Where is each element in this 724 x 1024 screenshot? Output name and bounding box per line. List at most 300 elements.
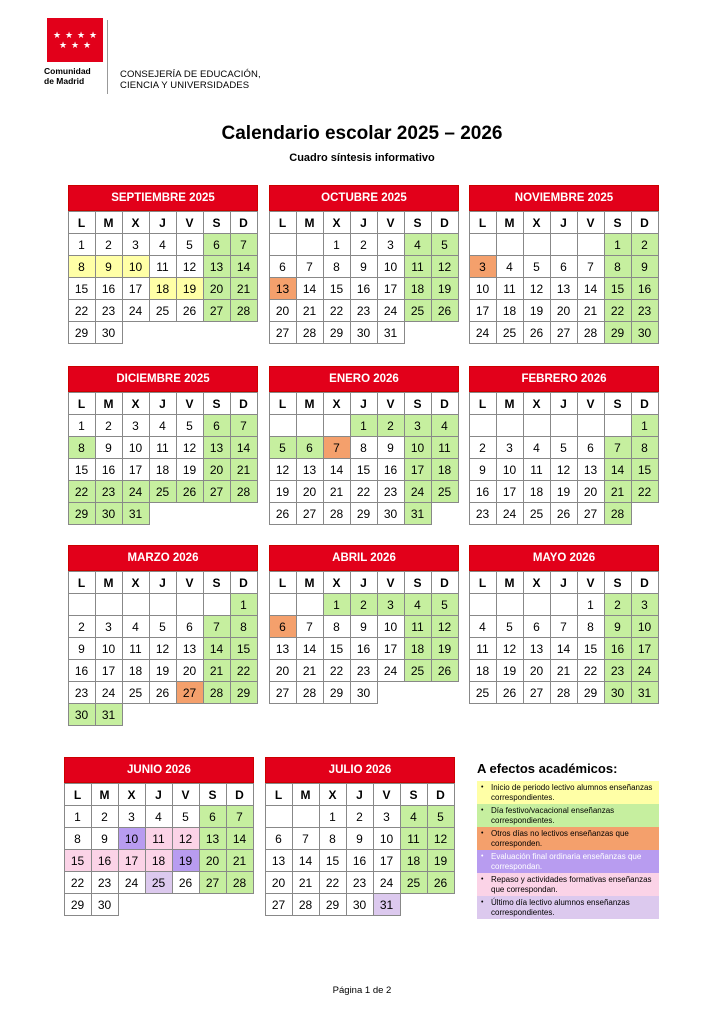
- day-cell: 27: [203, 480, 231, 503]
- day-cell: 15: [68, 458, 96, 481]
- month-days-grid: [265, 783, 454, 916]
- bullet-icon: •: [481, 784, 484, 791]
- day-cell: 9: [469, 458, 497, 481]
- day-cell: 28: [550, 681, 578, 704]
- empty-cell: [377, 681, 404, 704]
- day-cell: 12: [523, 277, 551, 300]
- month-calendar: [469, 185, 659, 343]
- month-calendar: [64, 757, 254, 916]
- empty-cell: [149, 321, 176, 344]
- day-cell: 19: [496, 659, 524, 682]
- day-cell: 31: [377, 321, 405, 344]
- bullet-icon: •: [481, 830, 484, 837]
- day-cell: 22: [64, 871, 92, 894]
- day-cell: 14: [230, 436, 258, 459]
- weekday-header: V: [176, 571, 204, 594]
- day-cell: 10: [631, 615, 659, 638]
- day-cell: 22: [350, 480, 378, 503]
- day-cell: 13: [523, 637, 551, 660]
- day-cell: 16: [631, 277, 659, 300]
- day-cell: 14: [550, 637, 578, 660]
- day-cell: 4: [404, 233, 432, 256]
- weekday-header: D: [230, 571, 258, 594]
- day-cell: 6: [523, 615, 551, 638]
- blank-day-cell: [296, 414, 324, 437]
- day-cell: 14: [292, 849, 320, 872]
- day-cell: 16: [604, 637, 632, 660]
- day-cell: 7: [323, 436, 351, 459]
- day-cell: 28: [226, 871, 254, 894]
- day-cell: 18: [145, 849, 173, 872]
- day-cell: 11: [149, 436, 177, 459]
- legend-item-text: Inicio de periodo lectivo alumnos enseñanzas correspondientes.: [491, 783, 653, 802]
- blank-day-cell: [550, 414, 578, 437]
- day-cell: 28: [577, 321, 605, 344]
- month-calendar: [265, 757, 455, 916]
- day-cell: 20: [523, 659, 551, 682]
- day-cell: 12: [149, 637, 177, 660]
- day-cell: 12: [172, 827, 200, 850]
- month-days-grid: [68, 571, 257, 726]
- day-cell: 7: [604, 436, 632, 459]
- legend-item: [477, 896, 659, 919]
- day-cell: 4: [149, 233, 177, 256]
- weekday-header: L: [469, 211, 497, 234]
- day-cell: 24: [118, 871, 146, 894]
- day-cell: 30: [91, 893, 119, 916]
- weekday-header: M: [496, 392, 524, 415]
- day-cell: 24: [377, 299, 405, 322]
- day-cell: 2: [91, 805, 119, 828]
- day-cell: 15: [323, 637, 351, 660]
- day-cell: 5: [176, 233, 204, 256]
- day-cell: 24: [404, 480, 432, 503]
- day-cell: 17: [373, 849, 401, 872]
- blank-day-cell: [95, 593, 123, 616]
- weekday-header: J: [149, 211, 177, 234]
- day-cell: 8: [631, 436, 659, 459]
- day-cell: 28: [203, 681, 231, 704]
- day-cell: 27: [523, 681, 551, 704]
- weekday-header: V: [172, 783, 200, 806]
- day-cell: 4: [400, 805, 428, 828]
- day-cell: 16: [469, 480, 497, 503]
- day-cell: 21: [226, 849, 254, 872]
- empty-cell: [404, 321, 431, 344]
- day-cell: 23: [95, 480, 123, 503]
- day-cell: 7: [230, 233, 258, 256]
- blank-day-cell: [496, 233, 524, 256]
- day-cell: 8: [323, 255, 351, 278]
- day-cell: 6: [577, 436, 605, 459]
- day-cell: 27: [269, 681, 297, 704]
- day-cell: 12: [427, 827, 455, 850]
- day-cell: 18: [400, 849, 428, 872]
- month-title: NOVIEMBRE 2025: [469, 185, 659, 211]
- day-cell: 10: [377, 255, 405, 278]
- day-cell: 30: [604, 681, 632, 704]
- legend-item: [477, 873, 659, 896]
- day-cell: 1: [604, 233, 632, 256]
- day-cell: 25: [496, 321, 524, 344]
- empty-cell: [172, 893, 199, 916]
- month-calendar: [68, 366, 258, 525]
- day-cell: 5: [523, 255, 551, 278]
- day-cell: 29: [68, 502, 96, 525]
- day-cell: 31: [95, 703, 123, 726]
- day-cell: 17: [118, 849, 146, 872]
- day-cell: 26: [172, 871, 200, 894]
- month-days-grid: [68, 211, 257, 344]
- day-cell: 2: [350, 593, 378, 616]
- empty-cell: [149, 502, 176, 525]
- day-cell: 27: [176, 681, 204, 704]
- day-cell: 11: [400, 827, 428, 850]
- weekday-header: S: [404, 211, 432, 234]
- day-cell: 13: [269, 277, 297, 300]
- day-cell: 4: [149, 414, 177, 437]
- day-cell: 13: [176, 637, 204, 660]
- day-cell: 21: [296, 659, 324, 682]
- day-cell: 15: [323, 277, 351, 300]
- page-subtitle: Cuadro síntesis informativo: [289, 152, 435, 164]
- day-cell: 20: [296, 480, 324, 503]
- day-cell: 8: [64, 827, 92, 850]
- day-cell: 21: [203, 659, 231, 682]
- day-cell: 1: [230, 593, 258, 616]
- blank-day-cell: [292, 805, 320, 828]
- day-cell: 2: [95, 233, 123, 256]
- weekday-header: D: [631, 211, 659, 234]
- day-cell: 28: [296, 681, 324, 704]
- weekday-header: L: [269, 571, 297, 594]
- weekday-header: S: [404, 392, 432, 415]
- empty-cell: [400, 893, 427, 916]
- empty-cell: [431, 321, 458, 344]
- day-cell: 28: [323, 502, 351, 525]
- weekday-header: S: [203, 392, 231, 415]
- day-cell: 25: [469, 681, 497, 704]
- day-cell: 8: [68, 255, 96, 278]
- day-cell: 18: [404, 637, 432, 660]
- weekday-header: X: [323, 211, 351, 234]
- weekday-header: D: [631, 571, 659, 594]
- day-cell: 27: [199, 871, 227, 894]
- month-title: ABRIL 2026: [269, 545, 459, 571]
- day-cell: 17: [469, 299, 497, 322]
- legend-item-text: Día festivo/vacacional enseñanzas correspondientes.: [491, 806, 615, 825]
- day-cell: 8: [323, 615, 351, 638]
- weekday-header: L: [269, 211, 297, 234]
- weekday-header: M: [296, 571, 324, 594]
- day-cell: 16: [91, 849, 119, 872]
- logo-text: Comunidad de Madrid: [44, 66, 91, 86]
- month-days-grid: [469, 571, 658, 703]
- blank-day-cell: [496, 414, 524, 437]
- month-days-grid: [469, 211, 658, 343]
- weekday-header: V: [577, 571, 605, 594]
- day-cell: 26: [149, 681, 177, 704]
- month-title: FEBRERO 2026: [469, 366, 659, 392]
- day-cell: 12: [550, 458, 578, 481]
- day-cell: 2: [68, 615, 96, 638]
- day-cell: 19: [176, 277, 204, 300]
- weekday-header: M: [292, 783, 320, 806]
- day-cell: 30: [95, 502, 123, 525]
- day-cell: 24: [95, 681, 123, 704]
- day-cell: 28: [230, 299, 258, 322]
- weekday-header: X: [523, 392, 551, 415]
- day-cell: 28: [292, 893, 320, 916]
- month-calendar: [269, 545, 459, 704]
- day-cell: 22: [319, 871, 347, 894]
- day-cell: 13: [296, 458, 324, 481]
- weekday-header: V: [373, 783, 401, 806]
- weekday-header: X: [523, 211, 551, 234]
- blank-day-cell: [577, 414, 605, 437]
- day-cell: 27: [269, 321, 297, 344]
- day-cell: 12: [431, 255, 459, 278]
- day-cell: 14: [577, 277, 605, 300]
- weekday-header: X: [122, 571, 150, 594]
- month-title: MAYO 2026: [469, 545, 659, 571]
- weekday-header: D: [230, 211, 258, 234]
- day-cell: 20: [203, 277, 231, 300]
- day-cell: 2: [346, 805, 374, 828]
- day-cell: 7: [226, 805, 254, 828]
- day-cell: 23: [95, 299, 123, 322]
- weekday-header: J: [149, 571, 177, 594]
- day-cell: 29: [319, 893, 347, 916]
- day-cell: 7: [296, 615, 324, 638]
- empty-cell: [431, 681, 458, 704]
- day-cell: 11: [145, 827, 173, 850]
- day-cell: 12: [431, 615, 459, 638]
- day-cell: 24: [469, 321, 497, 344]
- day-cell: 19: [176, 458, 204, 481]
- day-cell: 25: [400, 871, 428, 894]
- empty-cell: [176, 321, 203, 344]
- weekday-header: L: [469, 392, 497, 415]
- day-cell: 24: [496, 502, 524, 525]
- day-cell: 21: [230, 458, 258, 481]
- weekday-header: J: [550, 392, 578, 415]
- day-cell: 25: [431, 480, 459, 503]
- blank-day-cell: [496, 593, 524, 616]
- weekday-header: S: [203, 211, 231, 234]
- day-cell: 10: [122, 255, 150, 278]
- day-cell: 10: [122, 436, 150, 459]
- day-cell: 21: [323, 480, 351, 503]
- weekday-header: V: [176, 211, 204, 234]
- day-cell: 17: [496, 480, 524, 503]
- day-cell: 19: [149, 659, 177, 682]
- day-cell: 3: [404, 414, 432, 437]
- day-cell: 31: [122, 502, 150, 525]
- empty-cell: [230, 502, 257, 525]
- day-cell: 23: [469, 502, 497, 525]
- empty-cell: [176, 502, 203, 525]
- day-cell: 2: [95, 414, 123, 437]
- day-cell: 6: [203, 414, 231, 437]
- day-cell: 15: [350, 458, 378, 481]
- month-calendar: [469, 545, 659, 703]
- day-cell: 20: [199, 849, 227, 872]
- day-cell: 10: [404, 436, 432, 459]
- blank-day-cell: [469, 593, 497, 616]
- day-cell: 23: [631, 299, 659, 322]
- day-cell: 18: [149, 458, 177, 481]
- day-cell: 1: [323, 233, 351, 256]
- legend-item-text: Repaso y actividades formativas enseñanzas que correspondan.: [491, 875, 652, 894]
- weekday-header: J: [350, 571, 378, 594]
- blank-day-cell: [469, 233, 497, 256]
- day-cell: 11: [496, 277, 524, 300]
- day-cell: 8: [577, 615, 605, 638]
- empty-cell: [230, 703, 257, 726]
- day-cell: 8: [350, 436, 378, 459]
- blank-day-cell: [269, 414, 297, 437]
- weekday-header: J: [149, 392, 177, 415]
- day-cell: 1: [350, 414, 378, 437]
- day-cell: 30: [631, 321, 659, 344]
- day-cell: 26: [550, 502, 578, 525]
- day-cell: 21: [292, 871, 320, 894]
- day-cell: 12: [176, 436, 204, 459]
- day-cell: 2: [604, 593, 632, 616]
- blank-day-cell: [296, 233, 324, 256]
- weekday-header: S: [604, 392, 632, 415]
- day-cell: 13: [265, 849, 293, 872]
- day-cell: 9: [377, 436, 405, 459]
- bullet-icon: •: [481, 853, 484, 860]
- day-cell: 5: [149, 615, 177, 638]
- weekday-header: M: [496, 211, 524, 234]
- weekday-header: M: [496, 571, 524, 594]
- blank-day-cell: [269, 233, 297, 256]
- day-cell: 2: [350, 233, 378, 256]
- empty-cell: [176, 703, 203, 726]
- day-cell: 21: [296, 299, 324, 322]
- day-cell: 8: [230, 615, 258, 638]
- day-cell: 15: [604, 277, 632, 300]
- blank-day-cell: [523, 414, 551, 437]
- day-cell: 4: [404, 593, 432, 616]
- weekday-header: L: [68, 392, 96, 415]
- month-calendar: [269, 185, 459, 344]
- bullet-icon: •: [481, 807, 484, 814]
- weekday-header: M: [296, 211, 324, 234]
- blank-day-cell: [550, 593, 578, 616]
- weekday-header: S: [199, 783, 227, 806]
- day-cell: 27: [296, 502, 324, 525]
- day-cell: 24: [373, 871, 401, 894]
- blank-day-cell: [604, 414, 632, 437]
- day-cell: 23: [68, 681, 96, 704]
- day-cell: 13: [203, 255, 231, 278]
- day-cell: 31: [631, 681, 659, 704]
- day-cell: 3: [95, 615, 123, 638]
- weekday-header: L: [68, 571, 96, 594]
- day-cell: 28: [296, 321, 324, 344]
- day-cell: 29: [323, 321, 351, 344]
- day-cell: 25: [404, 659, 432, 682]
- day-cell: 5: [427, 805, 455, 828]
- day-cell: 29: [577, 681, 605, 704]
- day-cell: 26: [431, 659, 459, 682]
- day-cell: 11: [149, 255, 177, 278]
- day-cell: 5: [176, 414, 204, 437]
- day-cell: 30: [95, 321, 123, 344]
- blank-day-cell: [523, 233, 551, 256]
- day-cell: 17: [122, 458, 150, 481]
- day-cell: 30: [377, 502, 405, 525]
- day-cell: 15: [68, 277, 96, 300]
- day-cell: 15: [577, 637, 605, 660]
- weekday-header: D: [431, 211, 459, 234]
- day-cell: 6: [550, 255, 578, 278]
- day-cell: 14: [296, 637, 324, 660]
- blank-day-cell: [149, 593, 177, 616]
- day-cell: 18: [122, 659, 150, 682]
- day-cell: 22: [577, 659, 605, 682]
- blank-day-cell: [323, 414, 351, 437]
- weekday-header: X: [122, 392, 150, 415]
- day-cell: 15: [230, 637, 258, 660]
- weekday-header: J: [550, 211, 578, 234]
- empty-cell: [122, 703, 149, 726]
- weekday-header: D: [431, 392, 459, 415]
- weekday-header: V: [577, 392, 605, 415]
- day-cell: 2: [469, 436, 497, 459]
- blank-day-cell: [203, 593, 231, 616]
- day-cell: 27: [203, 299, 231, 322]
- day-cell: 24: [122, 299, 150, 322]
- day-cell: 4: [469, 615, 497, 638]
- day-cell: 10: [496, 458, 524, 481]
- day-cell: 27: [550, 321, 578, 344]
- day-cell: 22: [68, 480, 96, 503]
- day-cell: 21: [230, 277, 258, 300]
- day-cell: 24: [631, 659, 659, 682]
- day-cell: 9: [346, 827, 374, 850]
- day-cell: 23: [346, 871, 374, 894]
- day-cell: 20: [550, 299, 578, 322]
- weekday-header: L: [64, 783, 92, 806]
- day-cell: 3: [377, 233, 405, 256]
- day-cell: 19: [172, 849, 200, 872]
- day-cell: 9: [95, 436, 123, 459]
- empty-cell: [404, 681, 431, 704]
- logo-divider: [107, 20, 108, 94]
- blank-day-cell: [550, 233, 578, 256]
- weekday-header: L: [68, 211, 96, 234]
- day-cell: 9: [631, 255, 659, 278]
- day-cell: 16: [68, 659, 96, 682]
- legend-item-text: Último día lectivo alumnos enseñanzas correspondientes.: [491, 898, 630, 917]
- day-cell: 29: [64, 893, 92, 916]
- blank-day-cell: [523, 593, 551, 616]
- day-cell: 19: [523, 299, 551, 322]
- day-cell: 4: [122, 615, 150, 638]
- day-cell: 7: [230, 414, 258, 437]
- day-cell: 16: [377, 458, 405, 481]
- day-cell: 29: [323, 681, 351, 704]
- day-cell: 25: [149, 299, 177, 322]
- empty-cell: [149, 703, 176, 726]
- day-cell: 18: [149, 277, 177, 300]
- day-cell: 14: [226, 827, 254, 850]
